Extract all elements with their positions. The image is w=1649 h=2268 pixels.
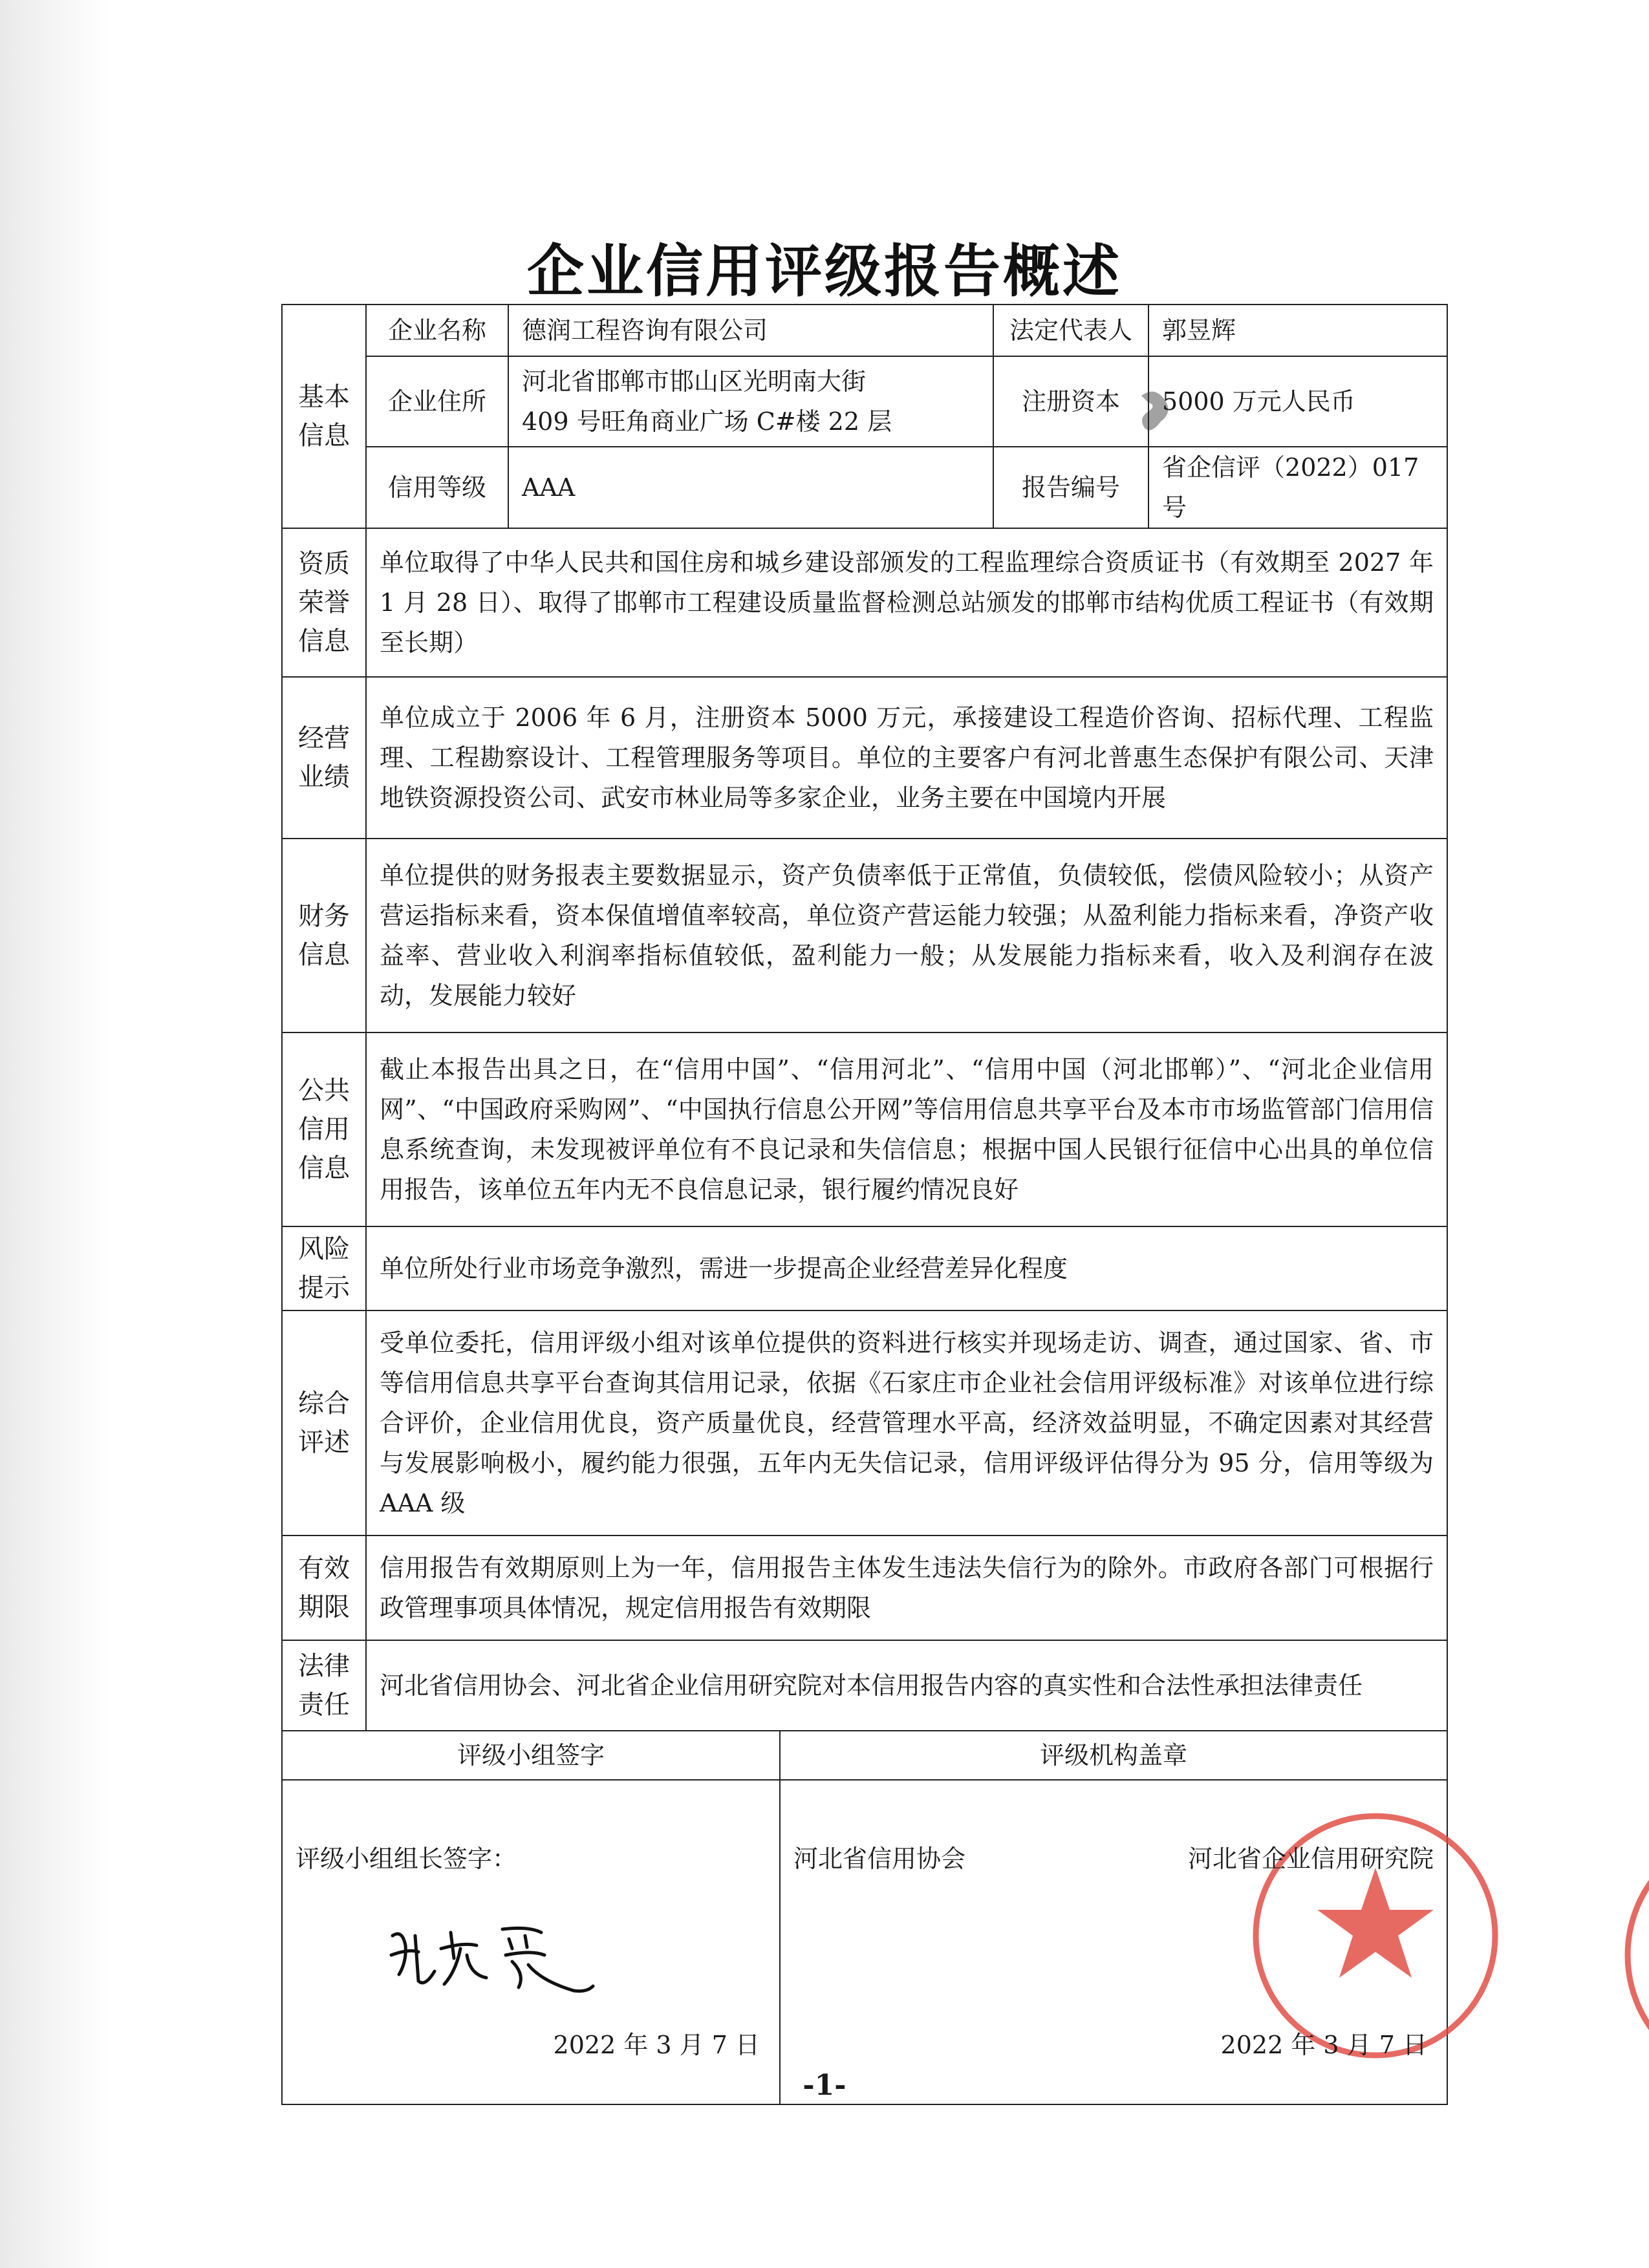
rating-label: 信用等级 [366, 447, 508, 528]
report-no-label: 报告编号 [993, 447, 1148, 528]
company-name-label: 企业名称 [366, 305, 508, 356]
section-label-qualification: 资质荣誉信息 [282, 528, 366, 677]
legal-rep-label: 法定代表人 [993, 305, 1148, 356]
scan-edge-shadow [0, 0, 110, 2268]
section-basic-info: 基本信息 [282, 305, 366, 528]
legal-rep: 郭昱辉 [1148, 305, 1447, 356]
handwritten-signature [380, 1910, 599, 2000]
section-text-qualification: 单位取得了中华人民共和国住房和城乡建设部颁发的工程监理综合资质证书（有效期至 2027 年 1 月 28 日）、取得了邯郸市工程建设质量监督检测总站颁发的邯郸市结构优质工程证书（有效期至长期） [366, 528, 1447, 677]
address-label: 企业住所 [366, 356, 508, 447]
seal-area [780, 1780, 1447, 2104]
registered-capital: 5000 万元人民币 [1148, 356, 1447, 447]
leader-signature-label: 评级小组组长签字： [296, 1845, 517, 1873]
report-number: 省企信评（2022）017 号 [1148, 447, 1447, 528]
report-table [281, 304, 1448, 2105]
rating-group-signature-header: 评级小组签字 [282, 1731, 780, 1780]
section-text-risk: 单位所处行业市场竞争激烈，需进一步提高企业经营差异化程度 [366, 1226, 1447, 1311]
credit-institute-seal [1618, 1819, 1649, 2091]
section-text-financial: 单位提供的财务报表主要数据显示，资产负债率低于正常值，负债较低，偿债风险较小；从资产营运指标来看，资本保值增值率较高，单位资产营运能力较强；从盈利能力指标来看，净资产收益率、营业收入利润率指标值较低，盈利能力一般；从发展能力指标来看，收入及利润存在波动，发展能力较好 [366, 839, 1447, 1032]
section-text-legal: 河北省信用协会、河北省企业信用研究院对本信用报告内容的真实性和合法性承担法律责任 [366, 1640, 1447, 1731]
section-text-business: 单位成立于 2006 年 6 月，注册资本 5000 万元，承接建设工程造价咨询、招标代理、工程监理、工程勘察设计、工程管理服务等项目。单位的主要客户有河北普惠生态保护有限公司、天津地铁资源投资公司、武安市林业局等多家企业，业务主要在中国境内开展 [366, 677, 1447, 839]
section-label-risk: 风险提示 [282, 1226, 366, 1311]
section-text-summary: 受单位委托，信用评级小组对该单位提供的资料进行核实并现场走访、调查，通过国家、省、市等信用信息共享平台查询其信用记录，依据《石家庄市企业社会信用评级标准》对该单位进行综合评价，企业信用优良，资产质量优良，经营管理水平高，经济效益明显，不确定因素对其经营与发展影响极小，履约能力很强，五年内无失信记录，信用评级评估得分为 95 分，信用等级为 AAA 级 [366, 1311, 1447, 1535]
company-name: 德润工程咨询有限公司 [508, 305, 993, 356]
seal-date: 2022 年 3 月 7 日 [1220, 2031, 1428, 2059]
address-line-2: 409 号旺角商业广场 C#楼 22 层 [522, 407, 892, 436]
section-label-public-credit: 公共信用信息 [282, 1032, 366, 1226]
address [508, 356, 993, 447]
capital-label: 注册资本 [993, 356, 1148, 447]
section-label-summary: 综合评述 [282, 1311, 366, 1535]
rating-org-seal-header: 评级机构盖章 [780, 1731, 1447, 1780]
address-line-1: 河北省邯郸市邯山区光明南大街 [522, 367, 867, 396]
org-name-left: 河北省信用协会 [793, 1845, 966, 1873]
credit-rating: AAA [508, 447, 993, 528]
page-title: 企业信用评级报告概述 [526, 238, 1122, 305]
section-label-legal: 法律责任 [282, 1640, 366, 1731]
section-text-public-credit: 截止本报告出具之日，在“信用中国”、“信用河北”、“信用中国（河北邯郸）”、“河北企业信用网”、“中国政府采购网”、“中国执行信息公开网”等信用信息共享平台及本市市场监管部门信用信息系统查询，未发现被评单位有不良记录和失信信息；根据中国人民银行征信中心出具的单位信用报告，该单位五年内无不良信息记录，银行履约情况良好 [366, 1032, 1447, 1226]
section-label-business: 经营业绩 [282, 677, 366, 839]
page-number: -1- [803, 2069, 846, 2102]
signature-date: 2022 年 3 月 7 日 [553, 2031, 760, 2059]
section-text-validity: 信用报告有效期原则上为一年，信用报告主体发生违法失信行为的除外。市政府各部门可根据行政管理事项具体情况，规定信用报告有效期限 [366, 1535, 1447, 1640]
section-label-financial: 财务信息 [282, 839, 366, 1032]
org-name-right: 河北省企业信用研究院 [1188, 1845, 1434, 1873]
section-label-validity: 有效期限 [282, 1535, 366, 1640]
signature-area [282, 1780, 780, 2104]
